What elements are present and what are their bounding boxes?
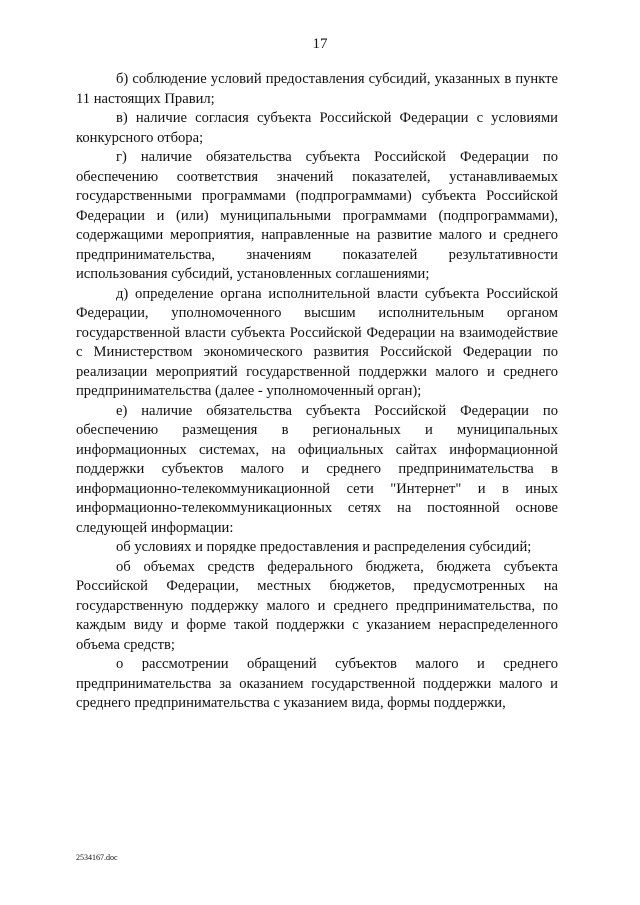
page-number: 17 [312, 36, 328, 52]
footer-filename: 2534167.doc [76, 853, 118, 862]
paragraph-d: д) определение органа исполнительной власти субъекта Российской Федерации, уполномоченного высшим исполнительным органом государственной власти субъекта Российской Федерации на взаимодействие с Министерством экономического развития Российской Федерации по реализации мероприятий государственной поддержки малого и среднего предпринимательства (далее - уполномоченный орган); [76, 285, 558, 399]
document-body [76, 70, 558, 714]
paragraph-e-item-2: об объемах средств федерального бюджета, бюджета субъекта Российской Федерации, местных бюджетов, предусмотренных на государственную поддержку малого и среднего предпринимательства, по каждым виду и форме такой поддержки с указанием нераспределенного объема средств; [76, 558, 558, 653]
paragraph-e: е) наличие обязательства субъекта Российской Федерации по обеспечению размещения в региональных и муниципальных информационных системах, на официальных сайтах информационной поддержки субъектов малого и среднего предпринимательства в информационно-телекоммуникационной сети "Интернет" и в иных информационно-телекоммуникационных сетях на постоянной основе следующей информации: [76, 402, 558, 536]
paragraph-v: в) наличие согласия субъекта Российской Федерации с условиями конкурсного отбора; [76, 110, 558, 146]
paragraph-e-item-1: об условиях и порядке предоставления и распределения субсидий; [116, 539, 532, 555]
paragraph-b: б) соблюдение условий предоставления субсидий, указанных в пункте 11 настоящих Правил; [76, 71, 558, 107]
paragraph-e-item-3: о рассмотрении обращений субъектов малого и среднего предпринимательства за оказанием государственной поддержки малого и среднего предпринимательства с указанием вида, формы поддержки, [76, 656, 558, 711]
paragraph-g: г) наличие обязательства субъекта Российской Федерации по обеспечению соответствия значений показателей, устанавливаемых государственными программами (подпрограммами) субъекта Российской Федерации и (или) муниципальными программами (подпрограммами), содержащими мероприятия, направленные на развитие малого и среднего предпринимательства, значениям показателей результативности использования субсидий, установленных соглашениями; [76, 149, 558, 282]
